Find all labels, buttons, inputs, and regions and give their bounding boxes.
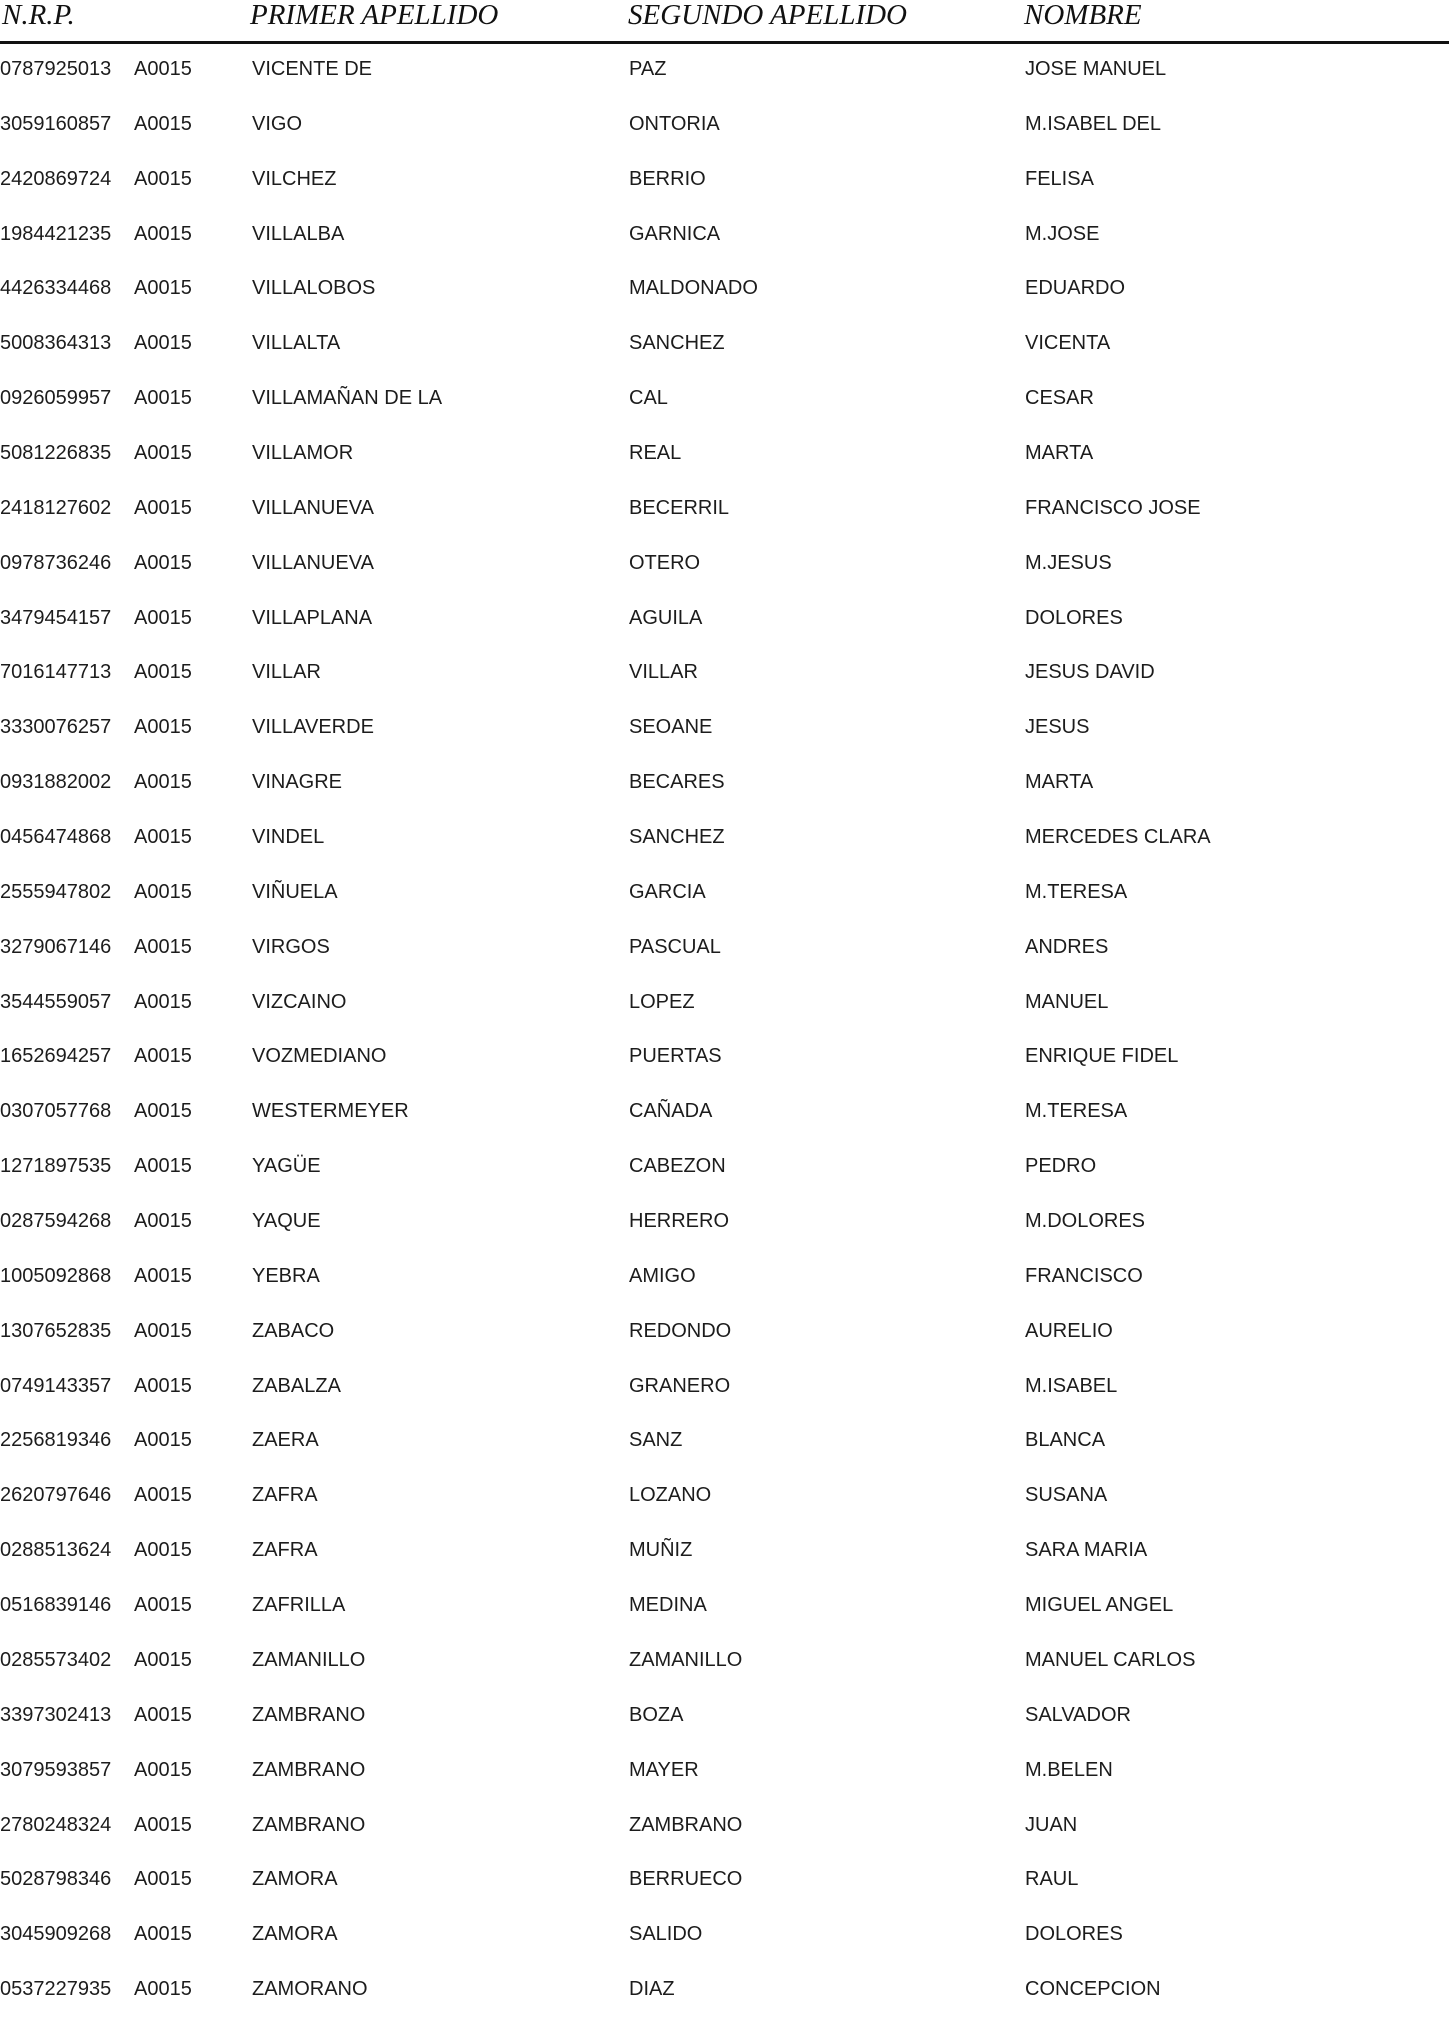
segundo-apellido-cell: REDONDO	[629, 1319, 732, 1342]
code-cell: A0015	[134, 1210, 192, 1233]
segundo-apellido-cell: CABEZON	[629, 1155, 726, 1178]
nrp-cell: 3079593857	[0, 1758, 112, 1781]
table-row	[0, 428, 1449, 483]
code-cell: A0015	[134, 112, 192, 135]
nrp-cell: 3279067146	[0, 935, 112, 958]
primer-apellido-cell: ZAMBRANO	[252, 1813, 366, 1836]
nombre-cell: JESUS	[1025, 716, 1090, 739]
nrp-cell: 0288513624	[0, 1539, 112, 1562]
code-cell: A0015	[134, 826, 192, 849]
table-body	[0, 44, 1449, 2019]
table-row	[0, 1086, 1449, 1141]
table-row	[0, 1800, 1449, 1855]
segundo-apellido-cell: HERRERO	[629, 1210, 730, 1233]
header-nrp: N.R.P.	[2, 0, 75, 31]
segundo-apellido-cell: GARCIA	[629, 880, 706, 903]
segundo-apellido-cell: SEOANE	[629, 716, 713, 739]
segundo-apellido-cell: CAL	[629, 387, 668, 410]
segundo-apellido-cell: OTERO	[629, 551, 701, 574]
nombre-cell: BLANCA	[1025, 1429, 1106, 1452]
table-row	[0, 1745, 1449, 1800]
segundo-apellido-cell: PUERTAS	[629, 1045, 722, 1068]
nrp-cell: 0516839146	[0, 1594, 112, 1617]
segundo-apellido-cell: VILLAR	[629, 661, 698, 684]
nombre-cell: SARA MARIA	[1025, 1539, 1148, 1562]
code-cell: A0015	[134, 1868, 192, 1891]
code-cell: A0015	[134, 1319, 192, 1342]
code-cell: A0015	[134, 387, 192, 410]
nombre-cell: M.JESUS	[1025, 551, 1112, 574]
code-cell: A0015	[134, 990, 192, 1013]
code-cell: A0015	[134, 496, 192, 519]
table-row	[0, 1361, 1449, 1416]
table-row	[0, 373, 1449, 428]
nombre-cell: EDUARDO	[1025, 277, 1126, 300]
nombre-cell: DOLORES	[1025, 606, 1123, 629]
nombre-cell: M.BELEN	[1025, 1758, 1113, 1781]
primer-apellido-cell: ZABACO	[252, 1319, 335, 1342]
table-row	[0, 702, 1449, 757]
nrp-cell: 1307652835	[0, 1319, 112, 1342]
nrp-cell: 7016147713	[0, 661, 112, 684]
code-cell: A0015	[134, 716, 192, 739]
primer-apellido-cell: VOZMEDIANO	[252, 1045, 387, 1068]
nombre-cell: M.TERESA	[1025, 1100, 1128, 1123]
code-cell: A0015	[134, 1758, 192, 1781]
table-row	[0, 1964, 1449, 2019]
table-row	[0, 99, 1449, 154]
segundo-apellido-cell: ZAMANILLO	[629, 1648, 743, 1671]
nombre-cell: M.JOSE	[1025, 222, 1100, 245]
segundo-apellido-cell: CAÑADA	[629, 1100, 713, 1123]
primer-apellido-cell: ZAMBRANO	[252, 1703, 366, 1726]
segundo-apellido-cell: PASCUAL	[629, 935, 721, 958]
table-header	[0, 0, 1449, 44]
segundo-apellido-cell: MALDONADO	[629, 277, 758, 300]
nrp-cell: 0926059957	[0, 387, 112, 410]
table-row	[0, 867, 1449, 922]
segundo-apellido-cell: REAL	[629, 442, 682, 465]
nrp-cell: 0978736246	[0, 551, 112, 574]
nrp-cell: 0287594268	[0, 1210, 112, 1233]
primer-apellido-cell: VILLAVERDE	[252, 716, 374, 739]
segundo-apellido-cell: GARNICA	[629, 222, 721, 245]
nrp-cell: 1005092868	[0, 1264, 112, 1287]
code-cell: A0015	[134, 1813, 192, 1836]
primer-apellido-cell: ZABALZA	[252, 1374, 341, 1397]
table-row	[0, 1909, 1449, 1964]
nrp-cell: 5028798346	[0, 1868, 112, 1891]
table-row	[0, 44, 1449, 99]
segundo-apellido-cell: BOZA	[629, 1703, 684, 1726]
nombre-cell: CESAR	[1025, 387, 1094, 410]
nombre-cell: ENRIQUE FIDEL	[1025, 1045, 1179, 1068]
code-cell: A0015	[134, 1264, 192, 1287]
table-row	[0, 1580, 1449, 1635]
nrp-cell: 0787925013	[0, 58, 112, 80]
primer-apellido-cell: VILLANUEVA	[252, 496, 374, 519]
table-row	[0, 812, 1449, 867]
segundo-apellido-cell: DIAZ	[629, 1978, 675, 2001]
nombre-cell: MARTA	[1025, 771, 1094, 794]
nombre-cell: DOLORES	[1025, 1923, 1123, 1946]
segundo-apellido-cell: BECERRIL	[629, 496, 730, 519]
segundo-apellido-cell: MUÑIZ	[629, 1539, 693, 1562]
nrp-cell: 2420869724	[0, 167, 112, 190]
code-cell: A0015	[134, 1923, 192, 1946]
code-cell: A0015	[134, 1100, 192, 1123]
nombre-cell: ANDRES	[1025, 935, 1109, 958]
segundo-apellido-cell: BERRIO	[629, 167, 706, 190]
nrp-cell: 3479454157	[0, 606, 112, 629]
segundo-apellido-cell: ONTORIA	[629, 112, 720, 135]
segundo-apellido-cell: GRANERO	[629, 1374, 731, 1397]
nombre-cell: M.ISABEL DEL	[1025, 112, 1161, 135]
nrp-cell: 2256819346	[0, 1429, 112, 1452]
primer-apellido-cell: ZAFRA	[252, 1484, 318, 1507]
nombre-cell: FELISA	[1025, 167, 1094, 190]
code-cell: A0015	[134, 222, 192, 245]
primer-apellido-cell: VIZCAINO	[252, 990, 347, 1013]
nombre-cell: JESUS DAVID	[1025, 661, 1155, 684]
nrp-cell: 3330076257	[0, 716, 112, 739]
primer-apellido-cell: VILCHEZ	[252, 167, 337, 190]
nrp-cell: 0307057768	[0, 1100, 112, 1123]
nrp-cell: 1984421235	[0, 222, 112, 245]
segundo-apellido-cell: PAZ	[629, 58, 667, 80]
header-primer-apellido: PRIMER APELLIDO	[250, 0, 499, 31]
code-cell: A0015	[134, 332, 192, 355]
code-cell: A0015	[134, 1374, 192, 1397]
primer-apellido-cell: VILLALBA	[252, 222, 345, 245]
table-row	[0, 977, 1449, 1032]
table-row	[0, 1525, 1449, 1580]
segundo-apellido-cell: AMIGO	[629, 1264, 696, 1287]
table-row	[0, 1635, 1449, 1690]
table-row	[0, 154, 1449, 209]
nombre-cell: M.ISABEL	[1025, 1374, 1118, 1397]
table-row	[0, 922, 1449, 977]
code-cell: A0015	[134, 442, 192, 465]
table-row	[0, 263, 1449, 318]
nombre-cell: AURELIO	[1025, 1319, 1113, 1342]
code-cell: A0015	[134, 935, 192, 958]
header-nombre: NOMBRE	[1024, 0, 1142, 31]
nrp-cell: 0537227935	[0, 1978, 112, 2001]
code-cell: A0015	[134, 1594, 192, 1617]
nrp-cell: 4426334468	[0, 277, 112, 300]
nombre-cell: MERCEDES CLARA	[1025, 826, 1211, 849]
primer-apellido-cell: VILLAR	[252, 661, 321, 684]
table-row	[0, 483, 1449, 538]
primer-apellido-cell: ZAFRA	[252, 1539, 318, 1562]
code-cell: A0015	[134, 606, 192, 629]
code-cell: A0015	[134, 167, 192, 190]
table-row	[0, 1854, 1449, 1909]
nrp-cell: 2555947802	[0, 880, 112, 903]
nrp-cell: 0931882002	[0, 771, 112, 794]
primer-apellido-cell: WESTERMEYER	[252, 1100, 409, 1123]
primer-apellido-cell: YAQUE	[252, 1210, 321, 1233]
segundo-apellido-cell: MAYER	[629, 1758, 699, 1781]
nrp-cell: 1271897535	[0, 1155, 112, 1178]
table-row	[0, 1306, 1449, 1361]
nrp-cell: 2620797646	[0, 1484, 112, 1507]
table-row	[0, 647, 1449, 702]
nombre-cell: PEDRO	[1025, 1155, 1097, 1178]
nrp-cell: 0285573402	[0, 1648, 112, 1671]
segundo-apellido-cell: SANCHEZ	[629, 332, 725, 355]
segundo-apellido-cell: SANCHEZ	[629, 826, 725, 849]
table-row	[0, 1196, 1449, 1251]
segundo-apellido-cell: MEDINA	[629, 1594, 707, 1617]
table-row	[0, 1031, 1449, 1086]
nombre-cell: JOSE MANUEL	[1025, 58, 1167, 80]
code-cell: A0015	[134, 551, 192, 574]
code-cell: A0015	[134, 58, 192, 80]
segundo-apellido-cell: ZAMBRANO	[629, 1813, 743, 1836]
nombre-cell: SUSANA	[1025, 1484, 1108, 1507]
segundo-apellido-cell: BECARES	[629, 771, 725, 794]
primer-apellido-cell: VIÑUELA	[252, 880, 338, 903]
table-row	[0, 538, 1449, 593]
nombre-cell: JUAN	[1025, 1813, 1078, 1836]
nombre-cell: RAUL	[1025, 1868, 1079, 1891]
code-cell: A0015	[134, 277, 192, 300]
segundo-apellido-cell: BERRUECO	[629, 1868, 743, 1891]
segundo-apellido-cell: LOZANO	[629, 1484, 712, 1507]
code-cell: A0015	[134, 1429, 192, 1452]
nrp-cell: 5008364313	[0, 332, 112, 355]
segundo-apellido-cell: SANZ	[629, 1429, 683, 1452]
primer-apellido-cell: VILLAMAÑAN DE LA	[252, 387, 443, 410]
nrp-cell: 0456474868	[0, 826, 112, 849]
code-cell: A0015	[134, 1978, 192, 2001]
nombre-cell: FRANCISCO	[1025, 1264, 1143, 1287]
table-row	[0, 1470, 1449, 1525]
nombre-cell: MANUEL	[1025, 990, 1109, 1013]
table-row	[0, 593, 1449, 648]
primer-apellido-cell: ZAMANILLO	[252, 1648, 366, 1671]
primer-apellido-cell: VILLAMOR	[252, 442, 354, 465]
nrp-cell: 3059160857	[0, 112, 112, 135]
primer-apellido-cell: ZAERA	[252, 1429, 319, 1452]
primer-apellido-cell: YEBRA	[252, 1264, 320, 1287]
primer-apellido-cell: VICENTE DE	[252, 58, 373, 80]
table-row	[0, 1251, 1449, 1306]
primer-apellido-cell: VINDEL	[252, 826, 325, 849]
nombre-cell: MIGUEL ANGEL	[1025, 1594, 1174, 1617]
nombre-cell: CONCEPCION	[1025, 1978, 1161, 2001]
nrp-cell: 2418127602	[0, 496, 112, 519]
nombre-cell: SALVADOR	[1025, 1703, 1131, 1726]
primer-apellido-cell: VILLALOBOS	[252, 277, 376, 300]
code-cell: A0015	[134, 1648, 192, 1671]
table-row	[0, 318, 1449, 373]
primer-apellido-cell: VILLANUEVA	[252, 551, 374, 574]
primer-apellido-cell: ZAMORANO	[252, 1978, 368, 2001]
nombre-cell: FRANCISCO JOSE	[1025, 496, 1201, 519]
nrp-cell: 0749143357	[0, 1374, 112, 1397]
code-cell: A0015	[134, 1703, 192, 1726]
table-row	[0, 757, 1449, 812]
segundo-apellido-cell: AGUILA	[629, 606, 703, 629]
primer-apellido-cell: ZAMORA	[252, 1868, 338, 1891]
table-row	[0, 1415, 1449, 1470]
code-cell: A0015	[134, 1539, 192, 1562]
segundo-apellido-cell: LOPEZ	[629, 990, 695, 1013]
table-row	[0, 1690, 1449, 1745]
primer-apellido-cell: VILLAPLANA	[252, 606, 373, 629]
nombre-cell: MARTA	[1025, 442, 1094, 465]
nombre-cell: M.DOLORES	[1025, 1210, 1146, 1233]
primer-apellido-cell: ZAMORA	[252, 1923, 338, 1946]
primer-apellido-cell: VIGO	[252, 112, 303, 135]
nrp-cell: 2780248324	[0, 1813, 112, 1836]
table-row	[0, 1141, 1449, 1196]
nrp-cell: 3397302413	[0, 1703, 112, 1726]
header-segundo-apellido: SEGUNDO APELLIDO	[628, 0, 907, 31]
segundo-apellido-cell: SALIDO	[629, 1923, 703, 1946]
primer-apellido-cell: ZAFRILLA	[252, 1594, 346, 1617]
table-row	[0, 209, 1449, 264]
code-cell: A0015	[134, 771, 192, 794]
primer-apellido-cell: VIRGOS	[252, 935, 330, 958]
nombre-cell: M.TERESA	[1025, 880, 1128, 903]
primer-apellido-cell: ZAMBRANO	[252, 1758, 366, 1781]
code-cell: A0015	[134, 1484, 192, 1507]
nrp-cell: 3544559057	[0, 990, 112, 1013]
nombre-cell: MANUEL CARLOS	[1025, 1648, 1196, 1671]
nrp-cell: 5081226835	[0, 442, 112, 465]
code-cell: A0015	[134, 661, 192, 684]
nrp-cell: 3045909268	[0, 1923, 112, 1946]
primer-apellido-cell: VILLALTA	[252, 332, 341, 355]
nrp-cell: 1652694257	[0, 1045, 112, 1068]
code-cell: A0015	[134, 880, 192, 903]
code-cell: A0015	[134, 1045, 192, 1068]
primer-apellido-cell: VINAGRE	[252, 771, 343, 794]
nombre-cell: VICENTA	[1025, 332, 1111, 355]
code-cell: A0015	[134, 1155, 192, 1178]
primer-apellido-cell: YAGÜE	[252, 1155, 321, 1178]
